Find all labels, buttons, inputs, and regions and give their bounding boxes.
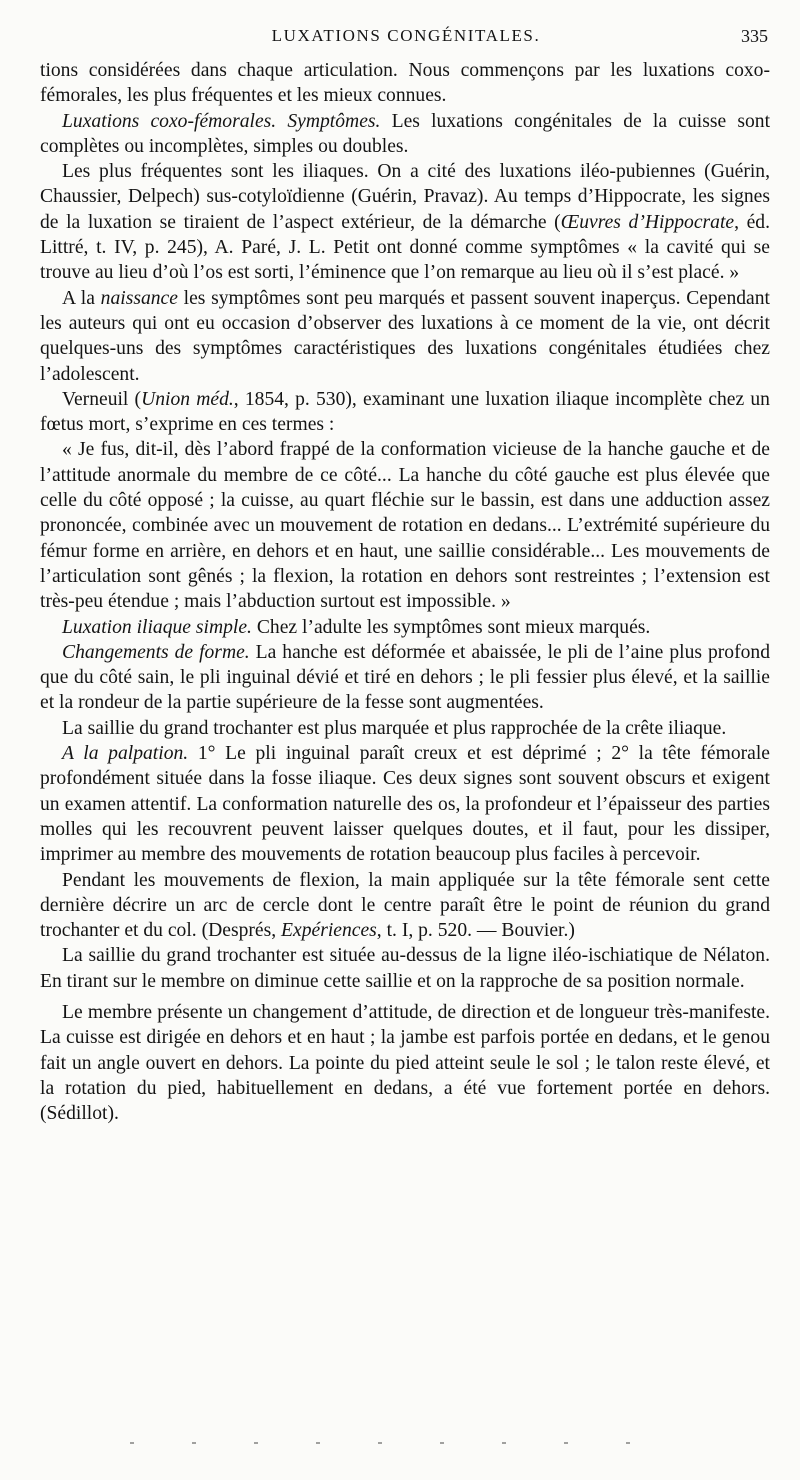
italic-text: Changements de forme. xyxy=(62,641,250,663)
paragraph xyxy=(40,1000,770,1126)
paragraph xyxy=(40,716,770,741)
text-run: , t. I, p. 520. — Bouvier.) xyxy=(376,920,575,942)
text-run: « Je fus, dit-il, dès l’abord frappé de la conformation vicieuse de la hanche gauche et de l’attitude anormale du membre de ce côté... La hanche du côté gauche est plus élevée que celle du côté opposé ; la cuisse, au quart fléchie sur le bassin, est dans une adduction assez prononcée, combinée avec un mouvement de rotation en dedans... L’extrémité supérieure du fémur forme en arrière, en dehors et en haut, une saillie considérable... Les mouvements de l’articulation sont gênés ; la flexion, la rotation en dehors sont restreintes ; l’extension est très-peu étendue ; mais l’abduction surtout est impossible. » xyxy=(40,439,770,613)
text-run: A la xyxy=(62,287,101,309)
italic-text: Œuvres d’Hippocrate xyxy=(560,211,735,233)
paragraph xyxy=(40,615,770,640)
italic-text: Expériences xyxy=(281,920,377,942)
text-run: tions considérées dans chaque articulation. Nous commençons par les luxations coxo-fémorales, les plus fréquentes et les mieux connues. xyxy=(40,60,770,107)
paragraph xyxy=(40,943,770,994)
paragraph xyxy=(40,387,770,438)
paragraph xyxy=(40,286,770,387)
running-title: LUXATIONS CONGÉNITALES. xyxy=(271,26,541,45)
text-run: Les luxations congénitales de la cuisse sont complètes ou incomplètes, simples ou doubles. xyxy=(40,110,771,157)
paragraph xyxy=(40,868,770,944)
text-run: La saillie du grand trochanter est située au-dessus de la ligne iléo-ischiatique de Nélaton. En tirant sur le membre on diminue cette saillie et on la rapproche de sa position normale. xyxy=(40,945,770,992)
text-run: Les plus fréquentes sont les iliaques. On a cité des luxations iléo-pubiennes (Guérin, Chaussier, Delpech) sus-cotyloïdienne (Guérin, Pravaz). Au temps d’Hippocrate, les signes de la luxation se tiraient de l’aspect extérieur, de la démarche ( xyxy=(40,161,770,233)
italic-text: Union méd. xyxy=(141,388,234,410)
italic-text: Luxation iliaque simple. xyxy=(62,616,252,638)
text-run: les symptômes sont peu marqués et passent souvent inaperçus. Cependant les auteurs qui ont eu occasion d’observer des luxations à ce moment de la vie, ont décrit quelques-uns des symptômes caractéristiques des luxations congénitales étudiées chez l’adolescent. xyxy=(40,287,770,385)
paragraph xyxy=(40,741,770,867)
text-run: Chez l’adulte les symptômes sont mieux marqués. xyxy=(251,616,651,638)
text-run: 1° Le pli inguinal paraît creux et est déprimé ; 2° la tête fémorale profondément située dans la fosse iliaque. Ces deux signes sont souvent obscurs et exigent un examen attentif. La conformation naturelle des os, la profondeur et l’épaisseur des parties molles qui les recouvrent peuvent laisser quelques doutes, et il faut, pour les dissiper, imprimer au membre des mouvements de rotation beaucoup plus faciles à percevoir. xyxy=(40,743,770,866)
text-run: , éd. Littré, t. IV, p. 245), A. Paré, J. L. Petit ont donné comme symptômes « la cavité qui se trouve au lieu d’où l’os est sorti, l’éminence que l’on remarque au lieu où il s’est placé. » xyxy=(40,211,770,284)
page-header xyxy=(40,22,772,52)
bottom-specks xyxy=(130,1442,630,1446)
body-text xyxy=(40,58,770,1126)
text-run: , 1854, p. 530), examinant une luxation iliaque incomplète chez un fœtus mort, s’exprime en ces termes : xyxy=(40,388,770,436)
paragraph xyxy=(40,109,770,160)
paragraph xyxy=(40,437,770,614)
text-run: Pendant les mouvements de flexion, la main appliquée sur la tête fémorale sent cette dernière décrire un arc de cercle dont le centre paraît être le point de réunion du grand trochanter et du col. (Després, xyxy=(40,869,770,942)
italic-text: A la palpation. xyxy=(62,743,189,765)
text-run: La hanche est déformée et abaissée, le pli de l’aine plus profond que du côté sain, le pli inguinal dévié et tiré en dehors ; le pli fessier plus élevé, et la saillie et la rondeur de la partie supérieure de la fesse sont augmentées. xyxy=(40,641,770,714)
paragraph xyxy=(40,58,770,109)
page-number: 335 xyxy=(741,26,768,46)
paragraph xyxy=(40,159,770,285)
paragraph xyxy=(40,640,770,716)
text-run: Verneuil ( xyxy=(62,388,142,410)
text-run: La saillie du grand trochanter est plus marquée et plus rapprochée de la crête iliaque. xyxy=(62,717,727,739)
text-run: Le membre présente un changement d’attitude, de direction et de longueur très-manifeste. La cuisse est dirigée en dehors et en haut ; la jambe est parfois portée en dedans, et le genou fait un angle ouvert en dehors. La pointe du pied atteint seule le sol ; le talon reste élevé, et la rotation du pied, habituellement en dedans, a été vue fortement portée en dehors. (Sédillot). xyxy=(40,1001,770,1125)
italic-text: naissance xyxy=(100,287,178,309)
italic-text: Luxations coxo-fémorales. Symptômes. xyxy=(62,110,381,132)
